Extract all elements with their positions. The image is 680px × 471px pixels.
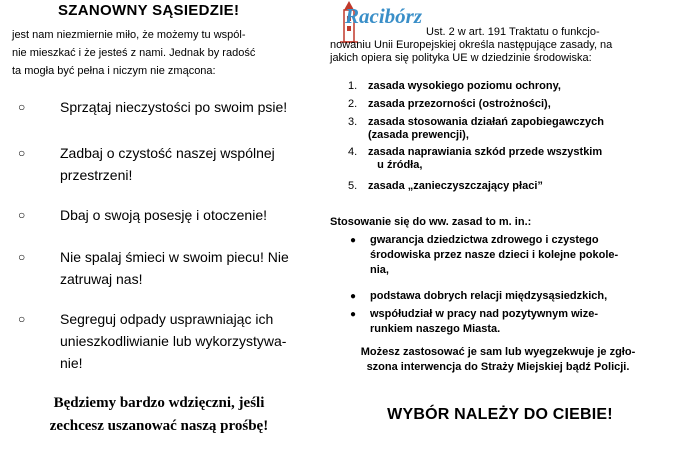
principle-number: 2.: [348, 98, 358, 110]
principle-number: 1.: [348, 80, 358, 92]
principle-line: (zasada prewencji),: [368, 129, 469, 141]
left-intro-line: jest nam niezmiernie miło, że możemy tu wspól-: [12, 29, 246, 41]
right-intro-line: jakich opiera się polityka UE w dziedzinie środowiska:: [330, 52, 592, 64]
principle-number: 3.: [348, 116, 358, 128]
principle-line: zasada przezorności (ostrożności),: [368, 98, 551, 110]
benefit-line: środowiska przez nasze dzieci i kolejne pokole-: [370, 249, 619, 261]
mozesz-paragraph: [333, 345, 663, 375]
circle-bullet-icon: ○: [18, 312, 26, 326]
bullet-line: przestrzeni!: [60, 167, 133, 183]
bullet-line: zatruwaj nas!: [60, 271, 143, 287]
circle-bullet-icon: ○: [18, 146, 26, 160]
bullet-line: Segreguj odpady usprawniając ich: [60, 311, 274, 327]
benefit-line: nia,: [370, 264, 389, 276]
benefit-line: gwarancja dziedzictwa zdrowego i czystego: [370, 234, 599, 246]
benefit-line: współudział w pracy nad pozytywnym wize-: [370, 308, 598, 320]
principle-line: zasada „zanieczyszczający płaci”: [368, 180, 543, 192]
bullet-line: Nie spalaj śmieci w swoim piecu! Nie: [60, 249, 289, 265]
bullet-line: unieszkodliwianie lub wykorzystywa-: [60, 333, 287, 349]
closing-line: zechcesz uszanować naszą prośbę!: [49, 418, 269, 434]
mozesz-line: Możesz zastosować je sam lub wyegzekwuje je zgło-: [360, 346, 636, 358]
right-intro-line: nowaniu Unii Europejskiej określa następujące zasady, na: [330, 39, 613, 51]
left-closing: [34, 392, 284, 438]
principle-line: zasada wysokiego poziomu ochrony,: [368, 80, 561, 92]
choice-slogan: WYBÓR NALEŻY DO CIEBIE!: [387, 406, 613, 423]
closing-line: Będziemy bardzo wdzięczni, jeśli: [53, 395, 265, 411]
stosowanie-heading: Stosowanie się do ww. zasad to m. in.:: [330, 216, 532, 228]
principle-line: zasada naprawiania szkód przede wszystkim: [368, 146, 603, 158]
principle-number: 4.: [348, 146, 358, 158]
right-intro-line: Ust. 2 w art. 191 Traktatu o funkcjo-: [426, 26, 600, 38]
left-intro: [12, 26, 292, 80]
bullet-line: Sprzątaj nieczystości po swoim psie!: [60, 99, 288, 115]
left-intro-line: ta mogła być pełna i niczym nie zmącona:: [12, 65, 216, 77]
circle-bullet-icon: ○: [18, 208, 26, 222]
principle-line: zasada stosowania działań zapobiegawczych: [368, 116, 604, 128]
disc-bullet-icon: ●: [350, 309, 357, 320]
benefit-line: runkiem naszego Miasta.: [370, 323, 501, 335]
benefit-line: podstawa dobrych relacji międzysąsiedzkich,: [370, 290, 608, 302]
city-logo-text: Racibórz: [345, 4, 423, 28]
principle-line: u źródła,: [368, 159, 423, 171]
bullet-line: Zadbaj o czystość naszej wspólnej: [60, 145, 275, 161]
left-title: SZANOWNY SĄSIEDZIE!: [58, 2, 240, 19]
principle-number: 5.: [348, 180, 358, 192]
mozesz-line: szona interwencja do Straży Miejskiej bądź Policji.: [366, 361, 630, 373]
bullet-line: Dbaj o swoją posesję i otoczenie!: [60, 207, 268, 223]
bullet-line: nie!: [60, 355, 83, 371]
disc-bullet-icon: ●: [350, 291, 357, 302]
circle-bullet-icon: ○: [18, 100, 26, 114]
circle-bullet-icon: ○: [18, 250, 26, 264]
disc-bullet-icon: ●: [350, 235, 357, 246]
left-intro-line: nie mieszkać i że jesteś z nami. Jednak by radość: [12, 47, 256, 59]
